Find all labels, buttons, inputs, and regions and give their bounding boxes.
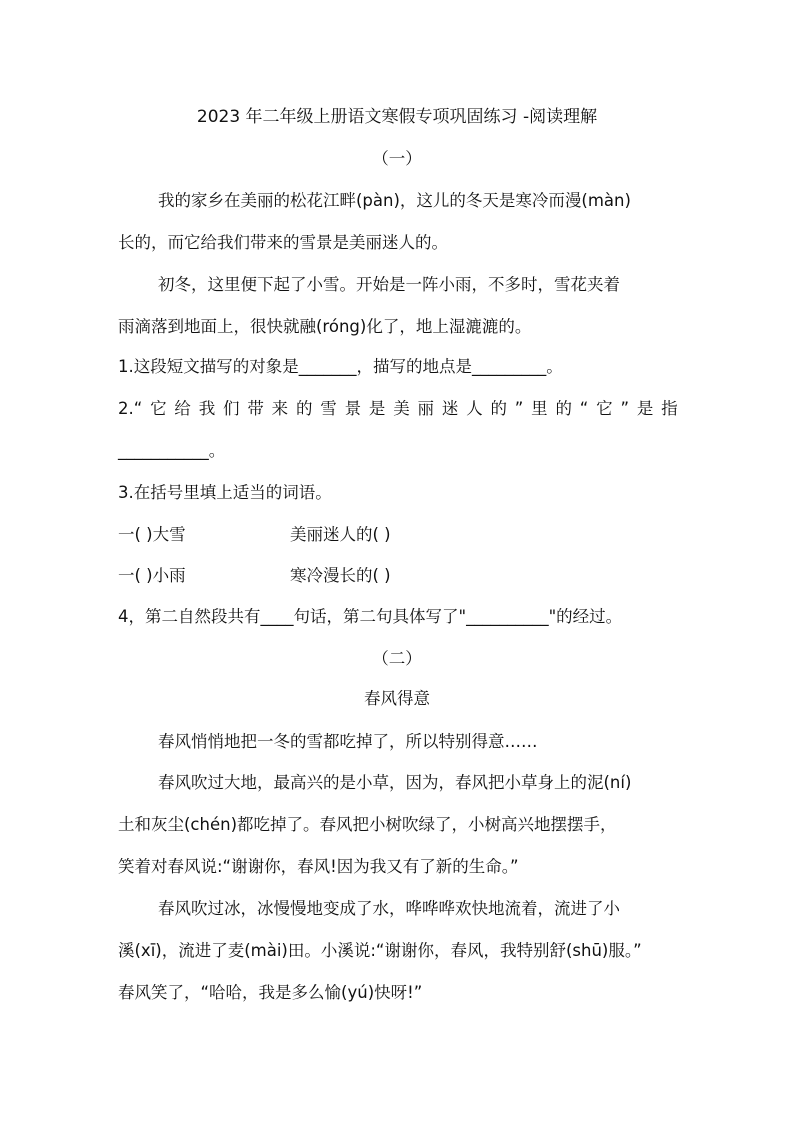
paragraph-line: 春风吹过冰，冰慢慢地变成了水，哗哗哗欢快地流着，流进了小	[158, 899, 620, 918]
question-2-char: 我	[198, 399, 216, 418]
question-2-char: 的	[490, 399, 507, 418]
paragraph-line: 土和灰尘(chén)都吃掉了。春风把小树吹绿了，小树高兴地摆摆手，	[118, 815, 617, 834]
question-3-row-1	[118, 524, 678, 546]
paragraph-line: 笑着对春风说:“谢谢你，春风!因为我又有了新的生命。”	[118, 857, 519, 876]
question-2-char: 它	[596, 399, 613, 418]
question-2-char: 迷	[441, 399, 459, 418]
question-2-char: 景	[344, 399, 362, 418]
question-3-item: 一( )大雪	[118, 525, 186, 544]
paragraph-line: 雨滴落到地面上，很快就融(róng)化了，地上湿漉漉的。	[118, 317, 532, 336]
question-4: 4，第二自然段共有____句话，第二句具体写了"__________"的经过。	[118, 607, 623, 626]
question-2-char: 雪	[320, 399, 337, 418]
question-2-char: 丽	[417, 399, 435, 418]
question-3-row-2	[118, 565, 678, 587]
document-title: 2023 年二年级上册语文寒假专项巩固练习 -阅读理解	[196, 107, 598, 127]
story-title: 春风得意	[364, 689, 430, 708]
question-2-char: 们	[223, 399, 240, 418]
paragraph-line: 溪(xī)，流进了麦(mài)田。小溪说:“谢谢你，春风，我特别舒(shū)服。”	[118, 941, 642, 960]
question-3-item: 美丽迷人的( )	[290, 525, 391, 544]
question-1: 1.这段短文描写的对象是_______，描写的地点是_________。	[118, 357, 563, 376]
question-2-char: 2.“	[118, 399, 143, 418]
question-2	[118, 398, 678, 420]
question-2-char: 美	[393, 399, 410, 418]
section-2-heading: （二）	[372, 649, 422, 668]
question-2-char: 指	[661, 399, 678, 418]
question-2-char: 人	[466, 399, 483, 418]
paragraph-line: 长的，而它给我们带来的雪景是美丽迷人的。	[118, 233, 448, 252]
question-2-char: 里	[531, 399, 548, 418]
paragraph-line: 春风悄悄地把一冬的雪都吃掉了，所以特别得意……	[158, 732, 538, 751]
question-2-char: ”	[620, 399, 630, 418]
paragraph-line: 春风笑了，“哈哈，我是多么愉(yú)快呀!”	[118, 983, 423, 1002]
question-2-char: 的	[555, 399, 572, 418]
question-3-item: 一( )小雨	[118, 566, 186, 585]
question-2-answer-blank: ___________。	[118, 441, 226, 460]
section-1-heading: （一）	[372, 149, 422, 168]
question-3-item: 寒冷漫长的( )	[290, 566, 391, 585]
question-2-char: 给	[174, 399, 191, 418]
question-2-char: 是	[636, 399, 654, 418]
question-2-char: “	[579, 399, 589, 418]
question-2-char: 的	[295, 399, 313, 418]
question-2-char: 带	[247, 399, 264, 418]
paragraph-line: 初冬，这里便下起了小雪。开始是一阵小雨，不多时，雪花夹着	[158, 275, 620, 294]
question-3: 3.在括号里填上适当的词语。	[118, 483, 332, 502]
question-2-char: 它	[150, 399, 167, 418]
question-2-char: 来	[271, 399, 289, 418]
paragraph-line: 我的家乡在美丽的松花江畔(pàn)，这儿的冬天是寒冷而漫(màn)	[158, 191, 631, 210]
question-2-char: 是	[368, 399, 386, 418]
question-2-char: ”	[514, 399, 524, 418]
paragraph-line: 春风吹过大地，最高兴的是小草，因为，春风把小草身上的泥(ní)	[158, 773, 632, 792]
